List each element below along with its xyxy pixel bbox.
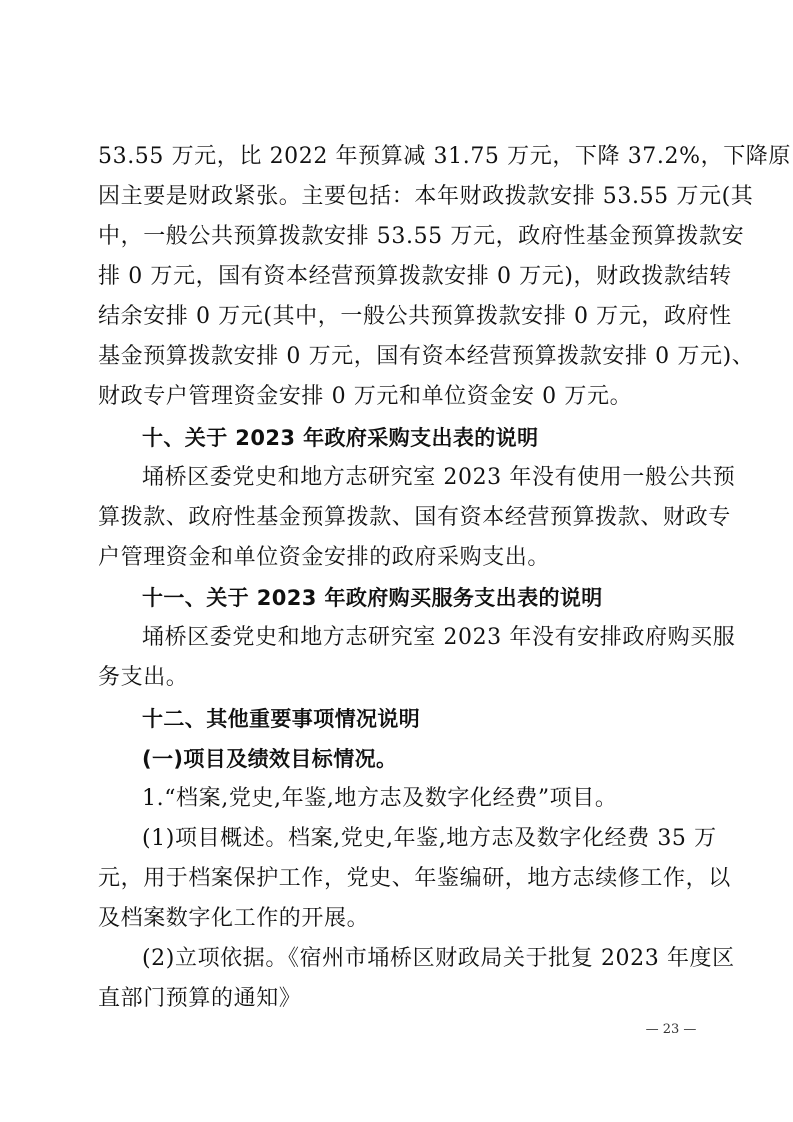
paragraph-line: 及档案数字化工作的开展。 [98, 906, 370, 931]
paragraph-line: 53.55 万元，比 2022 年预算减 31.75 万元，下降 37.2%，下降原 [98, 144, 791, 169]
paragraph-line: 财政专户管理资金安排 0 万元和单位资金安 0 万元。 [98, 384, 633, 409]
paragraph-line: 直部门预算的通知》 [98, 986, 302, 1011]
section-heading-11: 十一、关于 2023 年政府购买服务支出表的说明 [142, 586, 603, 610]
paragraph-line: 因主要是财政紧张。主要包括：本年财政拨款安排 53.55 万元(其 [98, 184, 754, 209]
paragraph-line: 户管理资金和单位资金安排的政府采购支出。 [98, 545, 551, 570]
page-number: — 23 — [645, 1022, 697, 1037]
paragraph-line: 基金预算拨款安排 0 万元，国有资本经营预算拨款安排 0 万元)、 [98, 344, 755, 369]
section-heading-12: 十二、其他重要事项情况说明 [142, 707, 421, 731]
paragraph-line: 务支出。 [98, 665, 189, 690]
paragraph-line: 元，用于档案保护工作，党史、年鉴编研，地方志续修工作，以 [98, 866, 731, 891]
paragraph-line: 中，一般公共预算拨款安排 53.55 万元，政府性基金预算拨款安 [98, 224, 745, 249]
paragraph-line: (1)项目概述。档案,党史,年鉴,地方志及数字化经费 35 万 [142, 826, 717, 851]
paragraph-line: 排 0 万元，国有资本经营预算拨款安排 0 万元)，财政拨款结转 [98, 264, 732, 289]
paragraph-line: 埇桥区委党史和地方志研究室 2023 年没有安排政府购买服 [142, 625, 736, 650]
subsection-heading: (一)项目及绩效目标情况。 [142, 747, 398, 771]
paragraph-line: (2)立项依据。《宿州市埇桥区财政局关于批复 2023 年度区 [142, 946, 735, 971]
paragraph-line: 结余安排 0 万元(其中，一般公共预算拨款安排 0 万元，政府性 [98, 304, 732, 329]
paragraph-line: 算拨款、政府性基金预算拨款、国有资本经营预算拨款、财政专 [98, 505, 731, 530]
paragraph-line: 1.“档案,党史,年鉴,地方志及数字化经费”项目。 [142, 786, 618, 811]
paragraph-line: 埇桥区委党史和地方志研究室 2023 年没有使用一般公共预 [142, 465, 736, 490]
section-heading-10: 十、关于 2023 年政府采购支出表的说明 [142, 426, 539, 450]
